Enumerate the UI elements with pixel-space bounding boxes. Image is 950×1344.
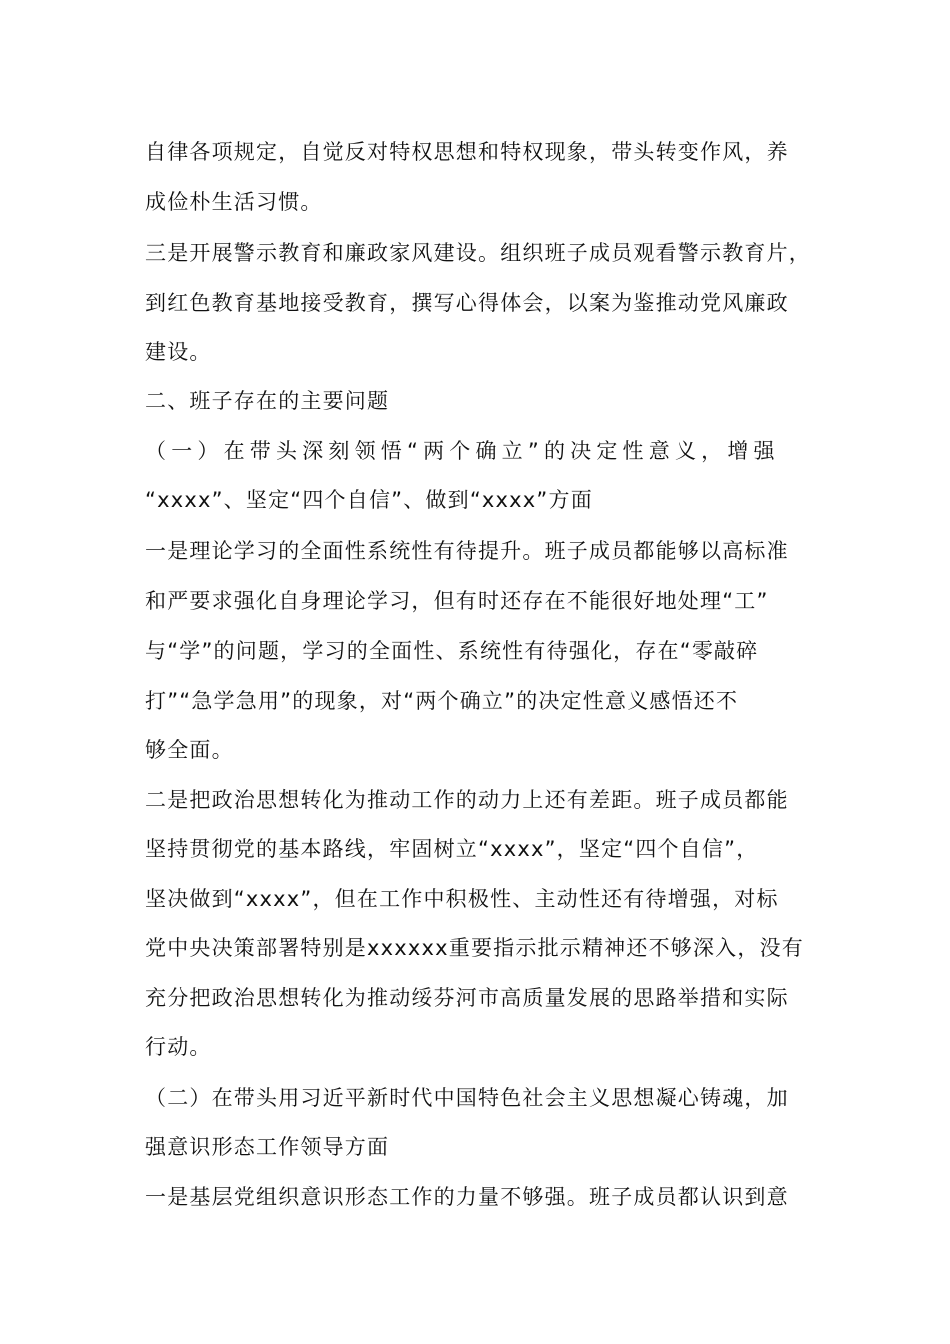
- paragraph-line: 二是把政治思想转化为推动工作的动力上还有差距。班子成员都能: [145, 788, 789, 812]
- paragraph-line: 自律各项规定，自觉反对特权思想和特权现象，带头转变作风，养: [145, 140, 789, 164]
- paragraph-line: 和严要求强化自身理论学习，但有时还存在不能很好地处理“工”: [145, 589, 769, 613]
- paragraph-line: 够全面。: [145, 738, 234, 762]
- subsection-heading: （二）在带头用习近平新时代中国特色社会主义思想凝心铸魂，加: [145, 1086, 789, 1110]
- paragraph-line: 打”“急学急用”的现象，对“两个确立”的决定性意义感悟还不: [145, 689, 739, 713]
- paragraph-line: 行动。: [145, 1035, 212, 1059]
- paragraph-line: 成俭朴生活习惯。: [145, 190, 323, 214]
- paragraph-line: 党中央决策部署特别是xxxxxx重要指示批示精神还不够深入，没有: [145, 936, 804, 960]
- paragraph-line: 到红色教育基地接受教育，撰写心得体会，以案为鉴推动党风廉政: [145, 291, 789, 315]
- paragraph-line: 建设。: [145, 340, 212, 364]
- paragraph-line: 坚决做到“xxxx”，但在工作中积极性、主动性还有待增强，对标: [145, 887, 779, 911]
- subsection-heading-continued: “xxxx”、坚定“四个自信”、做到“xxxx”方面: [145, 488, 593, 512]
- paragraph-line: 与“学”的问题，学习的全面性、系统性有待强化，存在“零敲碎: [145, 639, 759, 663]
- subsection-heading-continued: 强意识形态工作领导方面: [145, 1135, 390, 1159]
- paragraph-line: 三是开展警示教育和廉政家风建设。组织班子成员观看警示教育片，: [145, 241, 811, 265]
- paragraph-line: 一是基层党组织意识形态工作的力量不够强。班子成员都认识到意: [145, 1185, 789, 1209]
- subsection-heading: （一）在带头深刻领悟“两个确立”的决定性意义，增强: [145, 439, 780, 463]
- section-heading: 二、班子存在的主要问题: [145, 389, 390, 413]
- paragraph-line: 坚持贯彻党的基本路线，牢固树立“xxxx”，坚定“四个自信”，: [145, 837, 759, 861]
- paragraph-line: 一是理论学习的全面性系统性有待提升。班子成员都能够以高标准: [145, 539, 789, 563]
- paragraph-line: 充分把政治思想转化为推动绥芬河市高质量发展的思路举措和实际: [145, 986, 789, 1010]
